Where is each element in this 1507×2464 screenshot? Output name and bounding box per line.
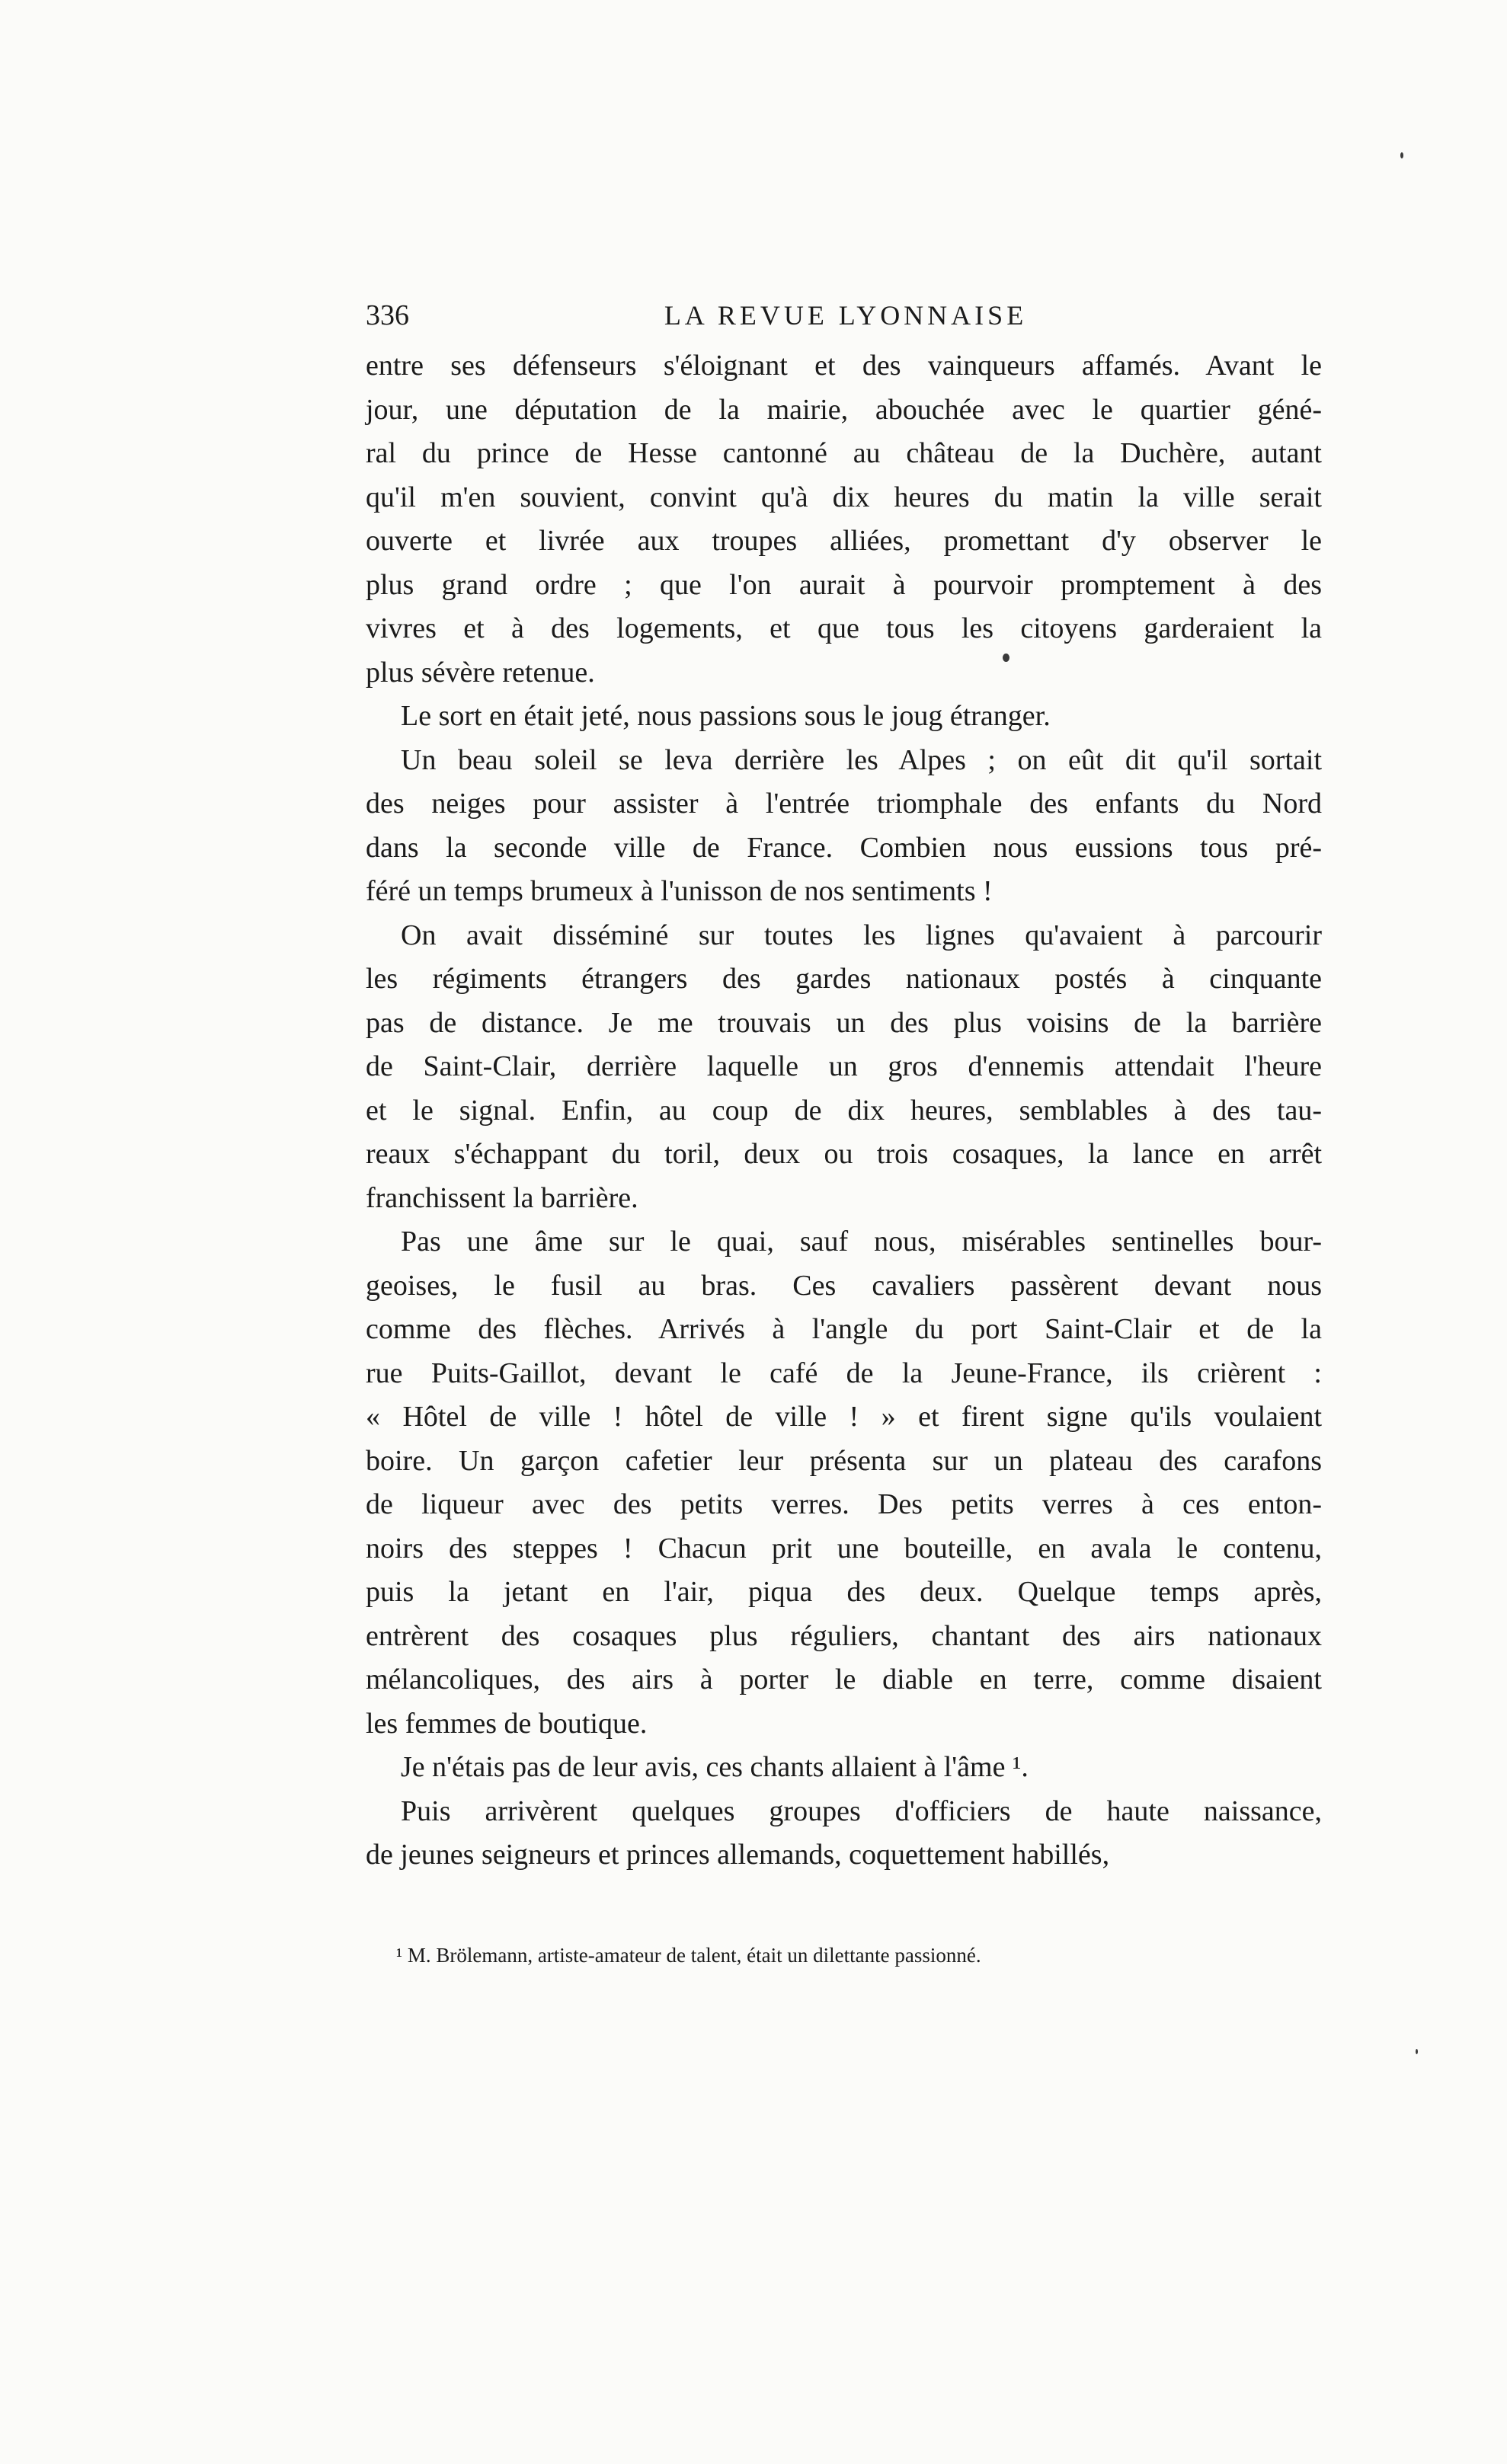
text-line: de Saint-Clair, derrière laquelle un gros d'ennemis attendait l'heure	[366, 1050, 1322, 1082]
text-line: Je n'étais pas de leur avis, ces chants allaient à l'âme ¹.	[401, 1751, 1029, 1783]
text-line: et le signal. Enfin, au coup de dix heures, semblables à des tau-	[366, 1094, 1322, 1127]
text-line: Un beau soleil se leva derrière les Alpes ; on eût dit qu'il sortait	[401, 743, 1322, 776]
text-line: On avait disséminé sur toutes les lignes qu'avaient à parcourir	[401, 919, 1322, 951]
text-line: ral du prince de Hesse cantonné au château de la Duchère, autant	[366, 437, 1322, 469]
paragraph	[366, 1746, 1322, 1790]
text-line: entrèrent des cosaques plus réguliers, chantant des airs nationaux	[366, 1619, 1322, 1652]
paragraph	[366, 344, 1322, 695]
text-line: dans la seconde ville de France. Combien nous eussions tous pré-	[366, 831, 1322, 864]
ink-speck	[1400, 152, 1403, 158]
text-line: pas de distance. Je me trouvais un des plus voisins de la barrière	[366, 1006, 1322, 1039]
text-line: de jeunes seigneurs et princes allemands, coquettement habillés,	[366, 1839, 1110, 1871]
text-line: les femmes de boutique.	[366, 1707, 648, 1740]
paragraph	[366, 1220, 1322, 1746]
paragraph	[366, 1790, 1322, 1878]
running-title: LA REVUE LYONNAISE	[664, 300, 1028, 331]
text-line: vivres et à des logements, et que tous les citoyens garderaient la	[366, 612, 1322, 644]
text-line: plus grand ordre ; que l'on aurait à pourvoir promptement à des	[366, 568, 1322, 601]
text-line: reaux s'échappant du toril, deux ou trois cosaques, la lance en arrêt	[366, 1138, 1322, 1170]
text-line: plus sévère retenue.	[366, 656, 595, 689]
text-line: franchissent la barrière.	[366, 1181, 638, 1214]
footnote: ¹ M. Brölemann, artiste-amateur de talent, était un dilettante passionné.	[396, 1944, 981, 1967]
text-line: féré un temps brumeux à l'unisson de nos sentiments !	[366, 875, 993, 907]
text-line: rue Puits-Gaillot, devant le café de la Jeune-France, ils crièrent :	[366, 1357, 1322, 1389]
paragraph	[366, 695, 1322, 739]
text-line: ouverte et livrée aux troupes alliées, promettant d'y observer le	[366, 525, 1322, 557]
body-text	[366, 344, 1322, 1878]
text-line: puis la jetant en l'air, piqua des deux. Quelque temps après,	[366, 1576, 1322, 1608]
text-line: Le sort en était jeté, nous passions sous le joug étranger.	[401, 700, 1051, 732]
text-line: « Hôtel de ville ! hôtel de ville ! » et firent signe qu'ils voulaient	[366, 1401, 1322, 1433]
text-line: qu'il m'en souvient, convint qu'à dix heures du matin la ville serait	[366, 481, 1322, 513]
text-line: entre ses défenseurs s'éloignant et des vainqueurs affamés. Avant le	[366, 350, 1322, 382]
text-line: de liqueur avec des petits verres. Des petits verres à ces enton-	[366, 1488, 1322, 1520]
text-line: comme des flèches. Arrivés à l'angle du port Saint-Clair et de la	[366, 1313, 1322, 1345]
text-line: Pas une âme sur le quai, sauf nous, misérables sentinelles bour-	[401, 1226, 1322, 1258]
paragraph	[366, 914, 1322, 1221]
ink-speck	[1003, 654, 1009, 662]
text-line: des neiges pour assister à l'entrée triomphale des enfants du Nord	[366, 788, 1322, 820]
text-line: noirs des steppes ! Chacun prit une bouteille, en avala le contenu,	[366, 1532, 1322, 1564]
page-header	[366, 296, 1326, 341]
text-line: geoises, le fusil au bras. Ces cavaliers passèrent devant nous	[366, 1269, 1322, 1302]
paragraph	[366, 739, 1322, 914]
text-line: mélancoliques, des airs à porter le diable en terre, comme disaient	[366, 1663, 1322, 1695]
text-line: les régiments étrangers des gardes nationaux postés à cinquante	[366, 963, 1322, 995]
page-number: 336	[366, 299, 409, 331]
text-line: Puis arrivèrent quelques groupes d'officiers de haute naissance,	[401, 1794, 1322, 1827]
ink-speck	[1416, 2049, 1418, 2054]
text-line: boire. Un garçon cafetier leur présenta sur un plateau des carafons	[366, 1444, 1322, 1477]
text-line: jour, une députation de la mairie, abouchée avec le quartier géné-	[366, 393, 1322, 426]
